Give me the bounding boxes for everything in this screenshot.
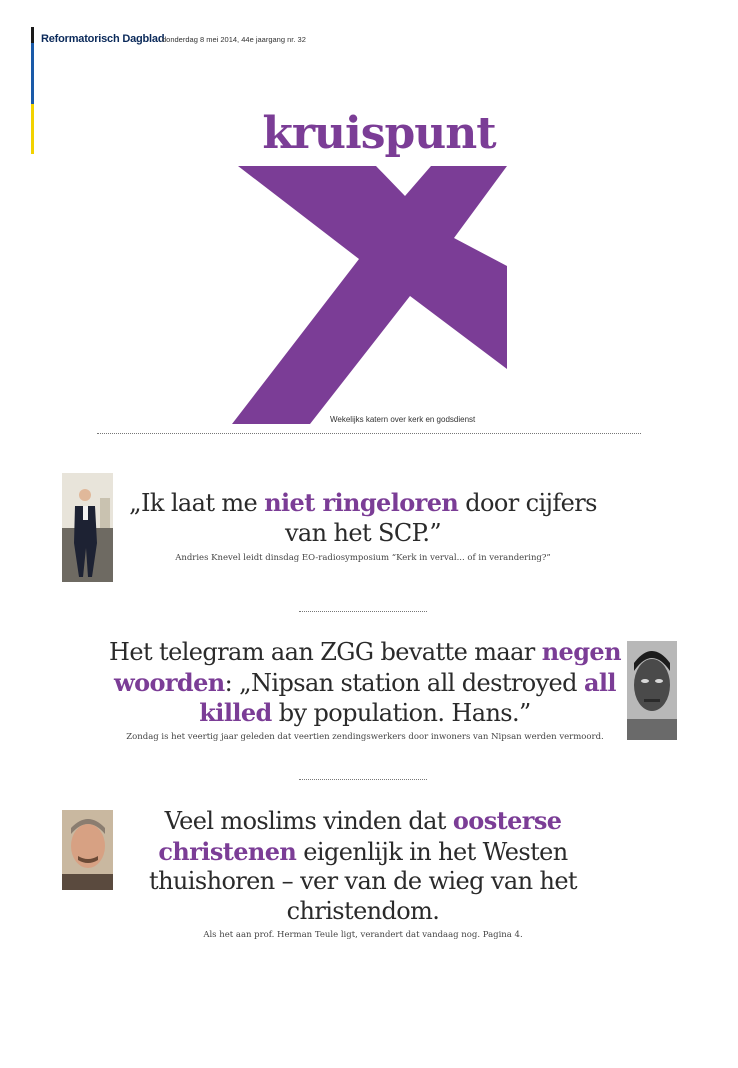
quote-3-text-end: eigenlijk in het Westen thuishoren – ver van de wieg van het christendom. [149, 837, 577, 925]
quote-2-text: Het telegram aan ZGG bevatte maar [109, 638, 542, 666]
caption-3: Als het aan prof. Herman Teule ligt, verandert dat vandaag nog. Pagina 4. [203, 930, 523, 940]
portrait-hans-image [627, 641, 677, 740]
section-divider [97, 433, 641, 434]
masthead-stripe-black [31, 27, 34, 43]
quote-1-text-end: door cijfers van het SCP.” [284, 489, 597, 547]
portrait-knevel-image [62, 473, 113, 582]
cross-x-logo-icon [226, 164, 510, 426]
quote-2-text-end: by population. Hans.” [271, 699, 531, 727]
section-tagline: Wekelijks katern over kerk en godsdienst [330, 415, 476, 424]
quote-3-highlight: oosterse christenen [158, 806, 562, 866]
quote-1-text: „Ik laat me [129, 489, 265, 517]
caption-2: Zondag is het veertig jaar geleden dat veertien zendingswerkers door inwoners van Nipsan werden vermoord. [126, 732, 604, 742]
quote-1-highlight: niet ringeloren [264, 488, 459, 517]
cross-x-shape [232, 166, 507, 424]
quote-3-text: Veel moslims vinden dat [164, 807, 453, 835]
item-divider-2 [299, 779, 427, 780]
quote-3 [126, 806, 600, 926]
caption-1: Andries Knevel leidt dinsdag EO-radiosymposium “Kerk in verval... of in verandering?” [175, 553, 551, 563]
quote-2-text-mid: : „Nipsan station all destroyed [224, 668, 584, 697]
portrait-photo-teule [62, 810, 113, 890]
newspaper-masthead: Reformatorisch Dagblad [41, 33, 165, 45]
masthead-stripe-blue [31, 43, 34, 104]
quote-2-highlight-1: negen woorden [114, 637, 621, 697]
item-divider-1 [299, 611, 427, 612]
dateline: donderdag 8 mei 2014, 44e jaargang nr. 32 [162, 35, 306, 44]
quote-2-highlight-2: all killed [199, 667, 616, 727]
portrait-photo-knevel [62, 473, 113, 582]
portrait-teule-image [62, 810, 113, 890]
section-title: kruispunt [262, 108, 496, 159]
portrait-photo-hans [627, 641, 677, 740]
quote-1 [118, 488, 608, 548]
quote-2 [90, 637, 640, 729]
